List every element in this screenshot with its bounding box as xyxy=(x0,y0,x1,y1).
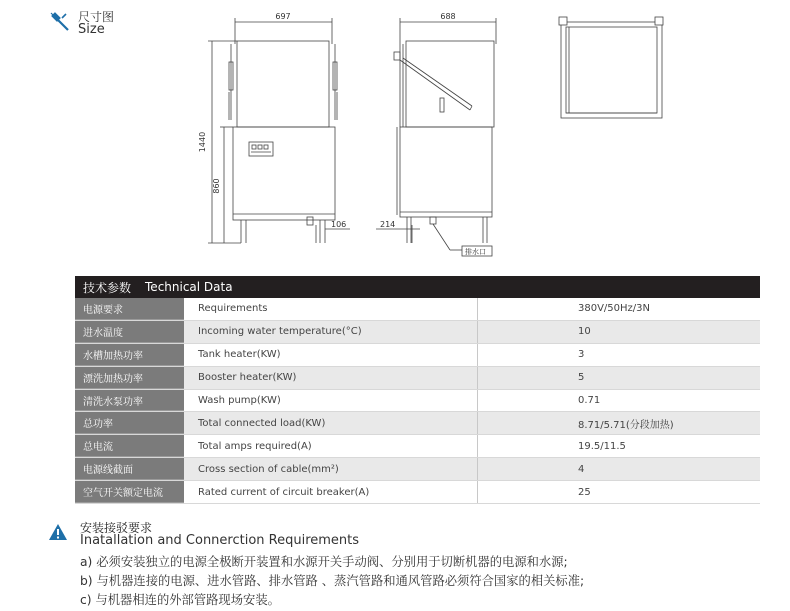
row-label-zh: 进水温度 xyxy=(75,321,184,343)
row-label-en: Booster heater(KW) xyxy=(184,367,478,389)
dim-side-depth: 688 xyxy=(440,12,456,21)
row-value: 0.71 xyxy=(578,395,601,406)
table-row xyxy=(75,298,760,321)
row-value: 3 xyxy=(578,349,585,361)
installation-title-en: Inatallation and Connerction Requirements xyxy=(80,533,360,548)
size-title-en: Size xyxy=(78,22,105,37)
row-label-en: Total connected load(KW) xyxy=(184,412,478,434)
row-value: 25 xyxy=(578,486,591,498)
row-label-zh: 电源线截面 xyxy=(75,458,184,480)
row-label-zh: 水槽加热功率 xyxy=(75,344,184,366)
installation-line-c: c) 与机器相连的外部管路现场安装。 xyxy=(80,593,280,607)
row-label-en: Tank heater(KW) xyxy=(184,344,478,366)
installation-line-b: b) 与机器连接的电源、进水管路、排水管路 、蒸汽管路和通风管路必须符合国家的相关标准; xyxy=(80,574,585,588)
size-title-zh: 尺寸图 xyxy=(78,10,115,24)
technical-title-zh: 技术参数 xyxy=(83,280,132,295)
row-label-en: Wash pump(KW) xyxy=(184,390,478,412)
dim-inlet-height: 106 xyxy=(331,220,347,229)
technical-data-table xyxy=(75,276,760,504)
row-label-en: Total amps required(A) xyxy=(184,435,478,457)
row-label-zh: 总电流 xyxy=(75,435,184,457)
dim-total-height: 1440 xyxy=(198,131,207,153)
table-row xyxy=(75,344,760,367)
row-value: 380V/50Hz/3N xyxy=(578,303,651,315)
row-label-zh: 漂洗加热功率 xyxy=(75,367,184,389)
table-row xyxy=(75,458,760,481)
row-label-en: Incoming water temperature(°C) xyxy=(184,321,478,343)
technical-title-en: Technical Data xyxy=(145,280,233,294)
row-value: 10 xyxy=(478,321,760,343)
drain-label: 排水口 xyxy=(465,248,486,256)
dim-drain-height: 214 xyxy=(380,220,396,229)
row-label-zh: 空气开关额定电流 xyxy=(75,481,184,503)
table-header xyxy=(75,276,760,298)
row-label-zh: 总功率 xyxy=(75,412,184,434)
row-label-en: Cross section of cable(mm²) xyxy=(184,458,478,480)
table-row xyxy=(75,367,760,390)
row-value: 5 xyxy=(478,367,760,389)
row-label-en: Requirements xyxy=(184,298,478,320)
installation-line-a: a) 必须安装独立的电源全极断开装置和水源开关手动阀、分别用于切断机器的电源和水源; xyxy=(80,555,568,569)
table-row xyxy=(75,321,760,344)
row-label-en: Rated current of circuit breaker(A) xyxy=(184,481,478,503)
dim-table-height: 860 xyxy=(212,178,221,194)
row-label-zh: 电源要求 xyxy=(75,298,184,320)
table-row xyxy=(75,390,760,413)
warning-icon xyxy=(48,523,68,541)
installation-title-zh: 安装接驳要求 xyxy=(80,521,153,535)
row-value: 4 xyxy=(478,458,760,480)
table-row xyxy=(75,435,760,458)
table-row xyxy=(75,481,760,504)
technical-drawing xyxy=(0,0,790,270)
table-row xyxy=(75,412,760,435)
row-value: 8.71/5.71(分段加热) xyxy=(478,412,760,434)
dim-front-width: 697 xyxy=(275,12,291,21)
row-value: 19.5/11.5 xyxy=(578,440,626,452)
row-label-zh: 清洗水泵功率 xyxy=(75,390,184,412)
installation-list xyxy=(80,553,584,610)
